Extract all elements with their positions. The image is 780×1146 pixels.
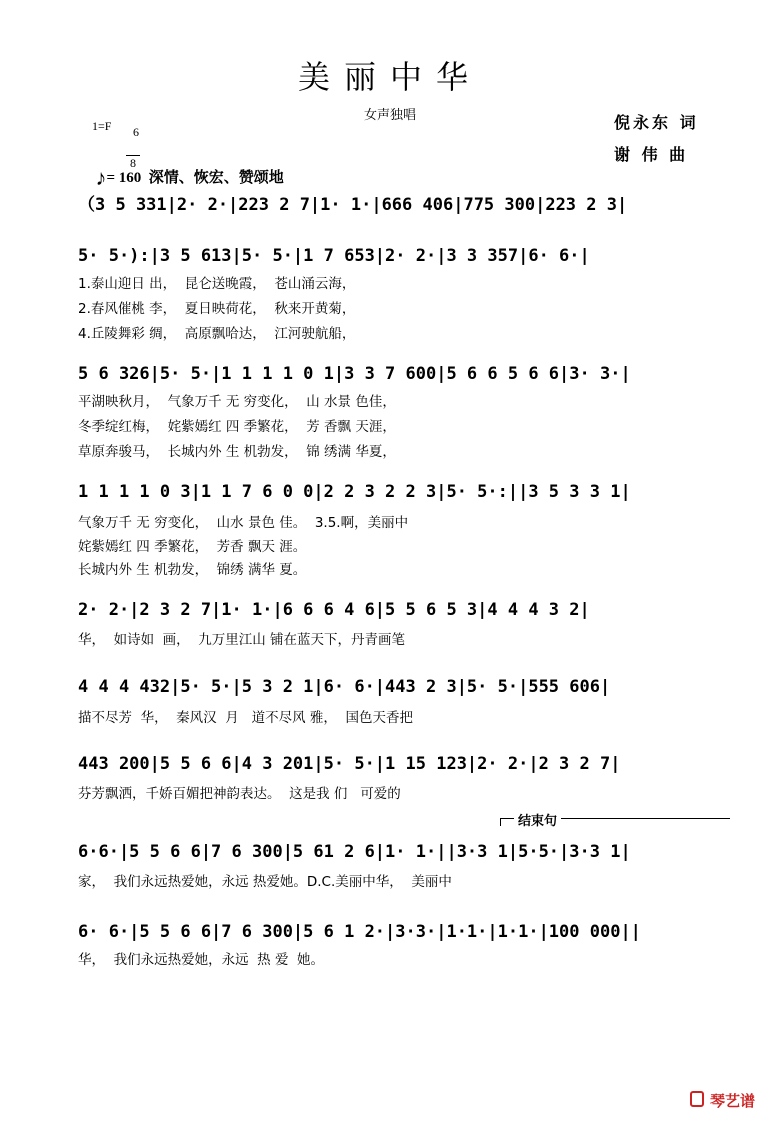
lyric-line-4-1: 气象万千 无 穷变化， 山水 景色 佳。 3.5.啊，美丽中 [78, 515, 409, 531]
tempo-marking [88, 148, 284, 191]
notation-line-9: 6· 6·|5 5 6 6|7 6 300|5 6 1 2·|3·3·|1·1·|1·1·|100 000|| [78, 922, 641, 942]
lyric-line-3-2: 冬季绽红梅， 姹紫嫣红 四 季繁花， 芳 香飘 天涯， [78, 419, 396, 435]
lyric-line-2-3: 4.丘陵舞彩 绸， 高原飘哈达， 江河驶航船， [78, 326, 356, 342]
lyric-line-7-1: 芬芳飘洒，千娇百媚把神韵表达。 这是我 们 可爱的 [78, 786, 401, 802]
lyric-line-9-1: 华， 我们永远热爱她，永远 热 爱 她。 [78, 952, 325, 968]
composer-credit: 谢 伟 曲 [614, 145, 689, 164]
notation-line-3: 5 6 326|5· 5·|1 1 1 1 0 1|3 3 7 600|5 6 6 5 6 6|3· 3·| [78, 364, 631, 384]
watermark-icon [690, 1091, 704, 1107]
coda-bracket-tick [500, 818, 501, 826]
lyric-line-3-1: 平湖映秋月， 气象万千 无 穷变化， 山 水景 色佳， [78, 394, 396, 410]
lyric-line-4-2: 姹紫嫣红 四 季繁花， 芳香 飘天 涯。 [78, 539, 307, 555]
lyric-line-3-3: 草原奔骏马， 长城内外 生 机勃发， 锦 绣满 华夏， [78, 444, 396, 460]
lyric-line-8-1: 家， 我们永远热爱她，永远 热爱她。D.C.美丽中华， 美丽中 [78, 874, 452, 890]
song-subtitle: 女声独唱 [363, 108, 416, 123]
watermark-logo [690, 1089, 770, 1111]
lyric-line-5-1: 华， 如诗如 画， 九万里江山 铺在蓝天下，丹青画笔 [78, 632, 406, 648]
notation-line-1: （3 5 331|2· 2·|223 2 7|1· 1·|666 406|775 300|223 2 3| [78, 195, 628, 215]
time-signature-top: 6 [133, 125, 139, 139]
eighth-note-icon: ♪ [95, 165, 107, 190]
lyric-line-6-1: 描不尽芳 华， 秦风汉 月 道不尽风 雅， 国色天香把 [78, 710, 413, 726]
time-signature-bottom: 8 [126, 155, 140, 171]
watermark-text: 琴艺谱 [710, 1092, 756, 1110]
notation-line-8: 6·6·|5 5 6 6|7 6 300|5 61 2 6|1· 1·||3·3 1|5·5·|3·3 1| [78, 842, 631, 862]
notation-line-7: 443 200|5 5 6 6|4 3 201|5· 5·|1 15 123|2· 2·|2 3 2 7| [78, 754, 621, 774]
lyric-line-2-1: 1.泰山迎日 出， 昆仑送晚霞， 苍山涌云海， [78, 276, 356, 292]
lyric-line-2-2: 2.春风催桃 李， 夏日映荷花， 秋来开黄菊， [78, 301, 356, 317]
key-signature: 1=F [92, 119, 112, 133]
lyricist-credit: 倪永东 词 [614, 113, 699, 132]
notation-line-4: 1 1 1 1 0 3|1 1 7 6 0 0|2 2 3 2 2 3|5· 5·:||3 5 3 3 1| [78, 482, 631, 502]
notation-line-5: 2· 2·|2 3 2 7|1· 1·|6 6 6 4 6|5 5 6 5 3|4 4 4 3 2| [78, 600, 590, 620]
song-title: 美丽中华 [297, 58, 482, 96]
notation-line-6: 4 4 4 432|5· 5·|5 3 2 1|6· 6·|443 2 3|5· 5·|555 606| [78, 677, 611, 697]
tempo-text: = 160 深情、恢宏、赞颂地 [106, 170, 284, 186]
coda-section-marker [500, 810, 730, 828]
notation-line-2: 5· 5·):|3 5 613|5· 5·|1 7 653|2· 2·|3 3 357|6· 6·| [78, 246, 590, 266]
lyric-line-4-3: 长城内外 生 机勃发， 锦绣 满华 夏。 [78, 562, 307, 578]
coda-label: 结束句 [514, 810, 561, 829]
